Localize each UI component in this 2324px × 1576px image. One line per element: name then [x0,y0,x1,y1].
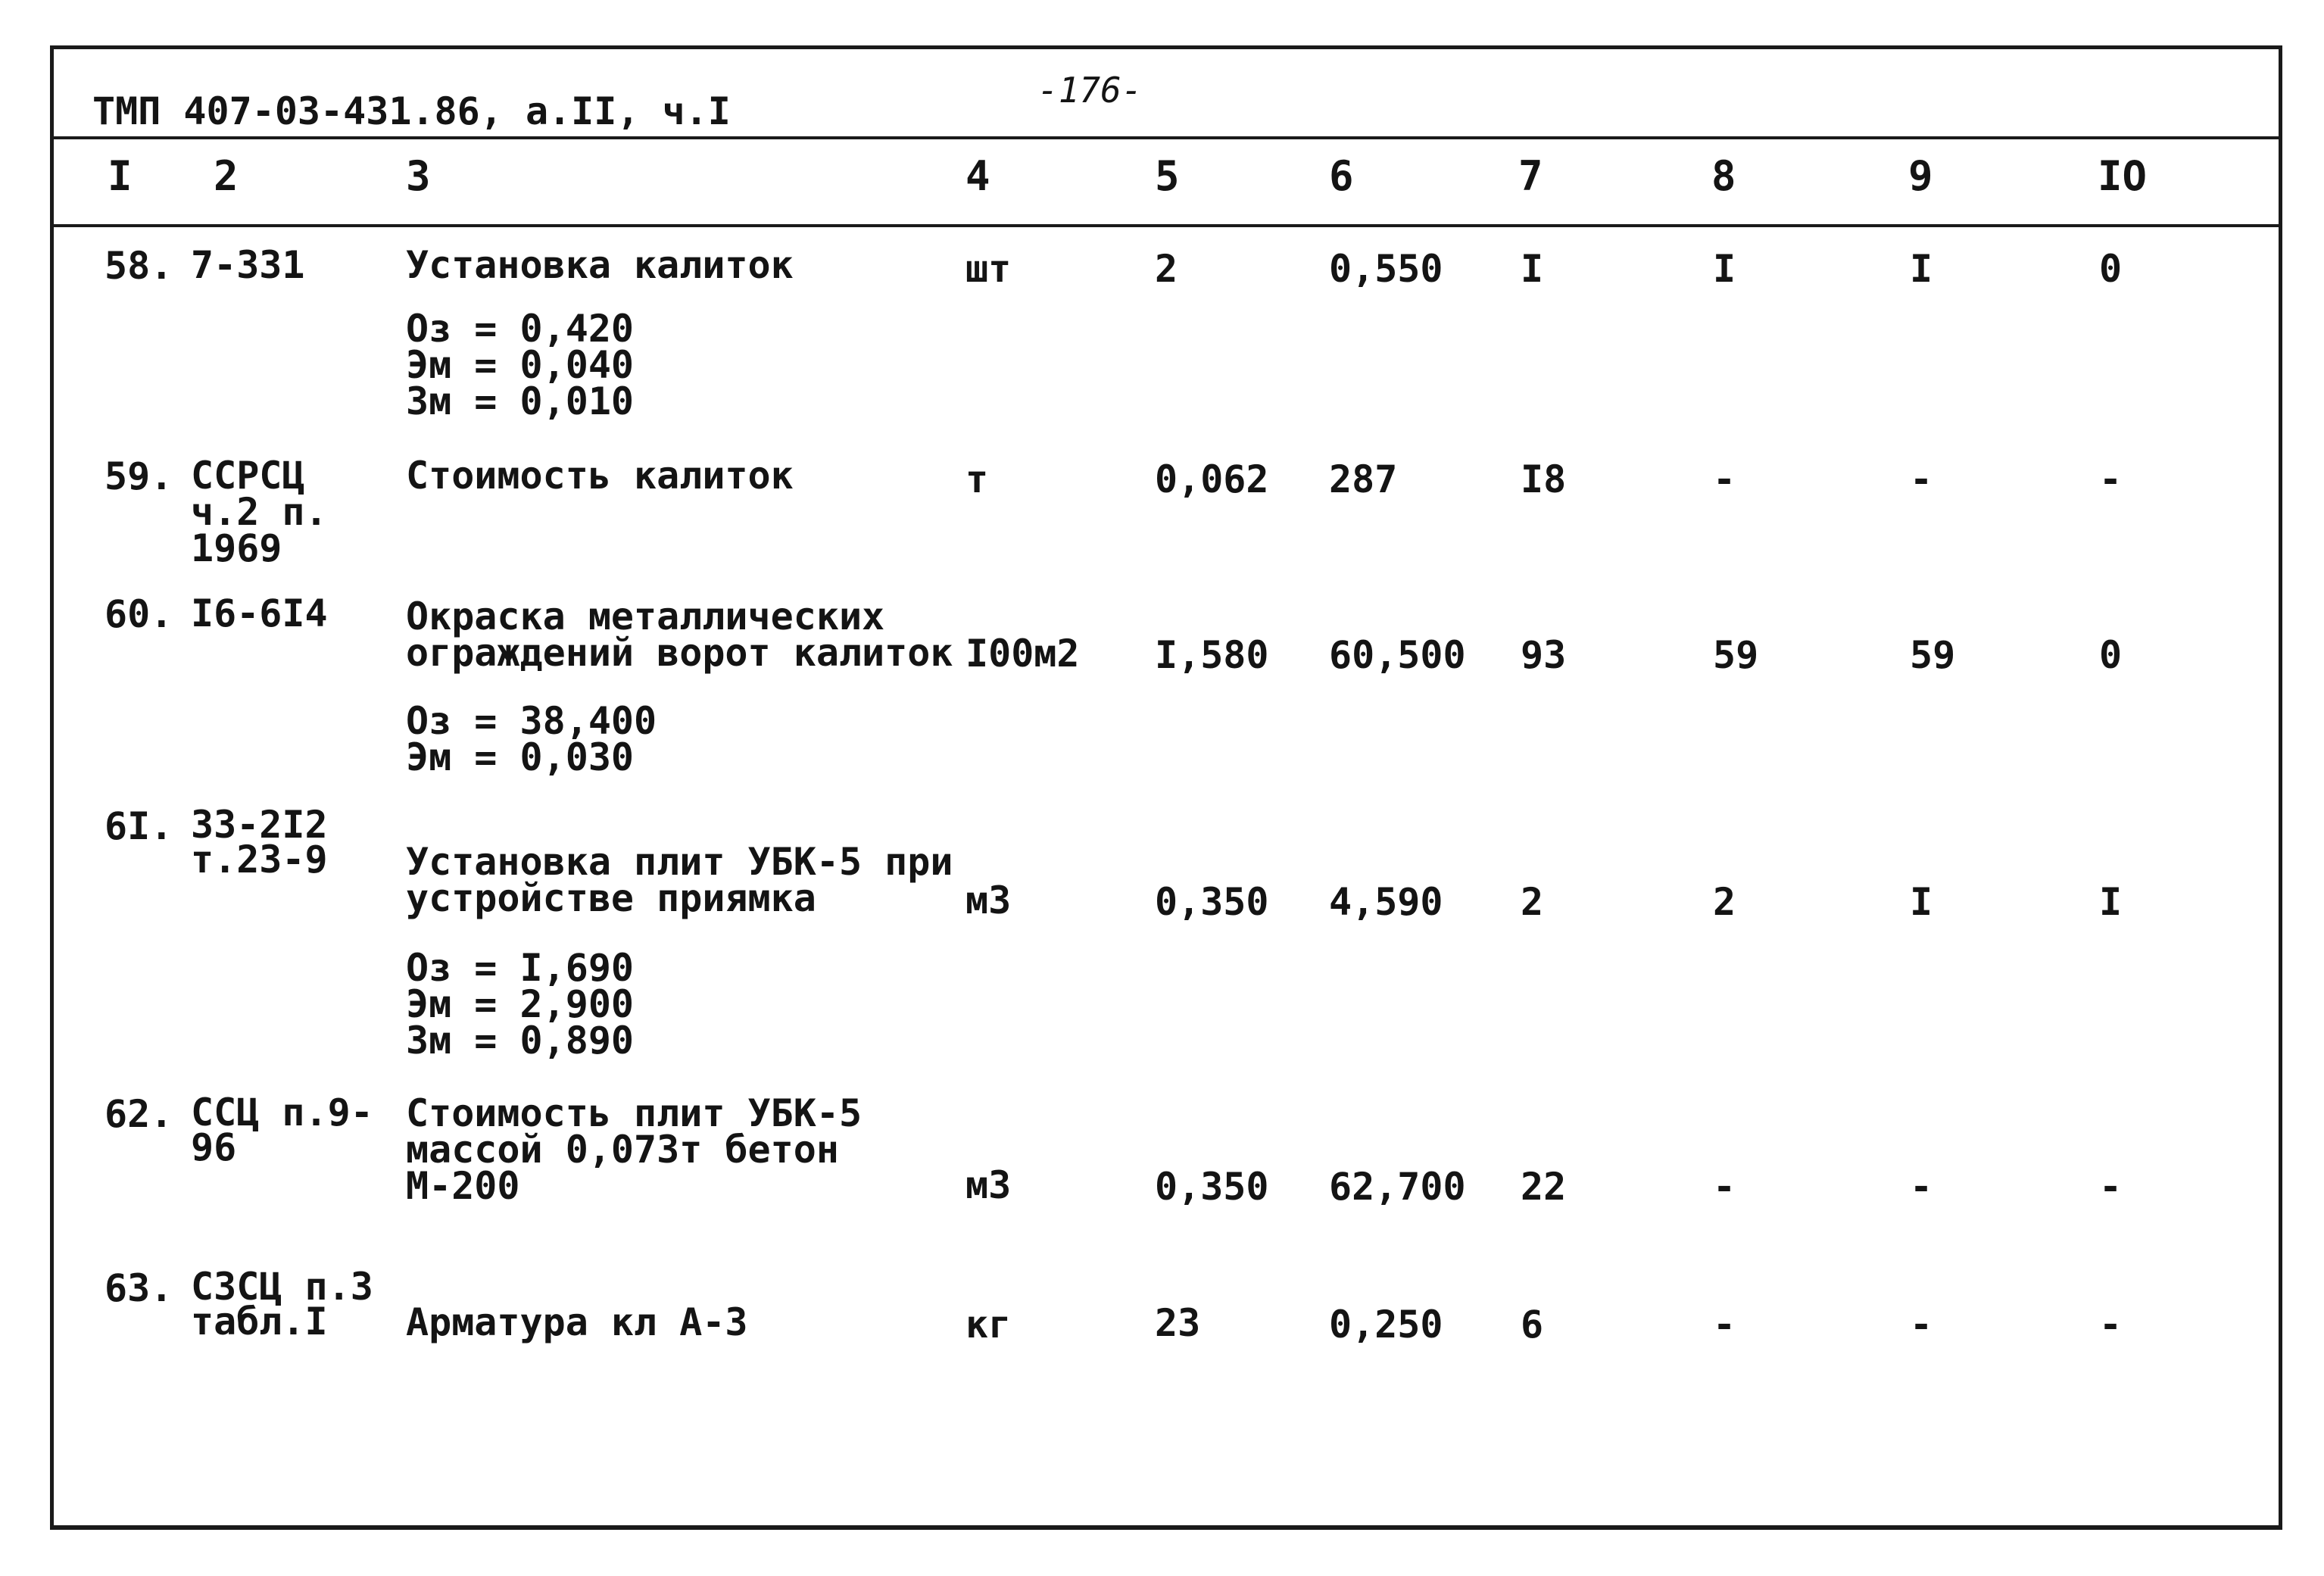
col-10-value: I [2099,880,2123,924]
col-9-value: - [1910,1303,1933,1347]
unit-cost: 62,700 [1329,1165,1466,1209]
unit: кг [965,1303,1012,1347]
header-top-rule [50,136,2282,139]
work-description: Установка плит УБК-5 при устройстве приямка [406,840,953,920]
col-10-value: - [2099,1303,2123,1347]
col-10-value: 0 [2099,633,2123,677]
row-number: 60. [105,592,173,636]
col-9-value: I [1910,247,1933,291]
quantity: 0,350 [1155,880,1269,924]
quantity: 0,350 [1155,1165,1269,1209]
cost-notes: Оз = I,690 Эм = 2,900 Зм = 0,890 [406,946,635,1063]
unit-cost: 0,550 [1329,247,1443,291]
norm-code: СЗСЦ п.3 табл.I [191,1265,373,1344]
work-description: Установка калиток [406,243,794,287]
column-header: 3 [406,152,431,200]
row-number: 63. [105,1266,173,1310]
row-number: 59. [105,454,173,498]
unit: т [965,457,989,501]
col-8-value: - [1713,1303,1736,1347]
total-cost: 6 [1521,1303,1544,1347]
unit-cost: 0,250 [1329,1303,1443,1347]
col-8-value: 2 [1713,880,1736,924]
column-header: 9 [1908,152,1933,200]
total-cost: 22 [1521,1165,1567,1209]
column-header: 2 [214,152,239,200]
norm-code: 33-2I2 т.23-9 [191,803,328,882]
column-header: 7 [1518,152,1543,200]
column-header: 6 [1329,152,1354,200]
column-header: I [108,152,133,200]
norm-code: ССРСЦ ч.2 п. 1969 [191,454,328,570]
quantity: 2 [1155,247,1178,291]
norm-code: ССЦ п.9- 96 [191,1091,373,1169]
col-9-value: - [1910,457,1933,501]
col-9-value: 59 [1910,633,1956,677]
work-description: Стоимость плит УБК-5 массой 0,073т бетон М-200 [406,1091,863,1208]
quantity: 23 [1155,1301,1201,1345]
col-9-value: I [1910,880,1933,924]
row-number: 62. [105,1092,173,1136]
header-bottom-rule [50,224,2282,227]
unit-cost: 287 [1329,457,1398,501]
total-cost: 93 [1521,633,1567,677]
unit: м3 [965,1163,1012,1207]
total-cost: I8 [1521,457,1567,501]
col-10-value: - [2099,1165,2123,1209]
work-description: Окраска металлических ограждений ворот калиток [406,595,953,675]
column-header: 5 [1155,152,1180,200]
cost-notes: Оз = 38,400 Эм = 0,030 [406,699,657,779]
total-cost: 2 [1521,880,1544,924]
col-10-value: 0 [2099,247,2123,291]
unit: I00м2 [965,632,1080,676]
unit: шт [965,247,1012,291]
column-header: 4 [965,152,990,200]
col-10-value: - [2099,457,2123,501]
page-number: -176- [1037,70,1143,111]
row-number: 6I. [105,804,173,848]
col-8-value: - [1713,1165,1736,1209]
column-header: IO [2098,152,2148,200]
norm-code: 7-331 [191,243,305,287]
col-8-value: I [1713,247,1736,291]
col-9-value: - [1910,1165,1933,1209]
quantity: 0,062 [1155,457,1269,501]
work-description: Стоимость калиток [406,454,794,498]
unit-cost: 60,500 [1329,633,1466,677]
column-header: 8 [1711,152,1736,200]
norm-code: I6-6I4 [191,591,328,635]
col-8-value: - [1713,457,1736,501]
quantity: I,580 [1155,633,1269,677]
col-8-value: 59 [1713,633,1759,677]
unit: м3 [965,879,1012,922]
document-code: ТМП 407-03-431.86, а.II, ч.I [92,89,731,133]
total-cost: I [1521,247,1544,291]
unit-cost: 4,590 [1329,880,1443,924]
row-number: 58. [105,244,173,288]
cost-notes: Оз = 0,420 Эм = 0,040 Зм = 0,010 [406,307,635,423]
work-description: Арматура кл А-3 [406,1300,748,1344]
